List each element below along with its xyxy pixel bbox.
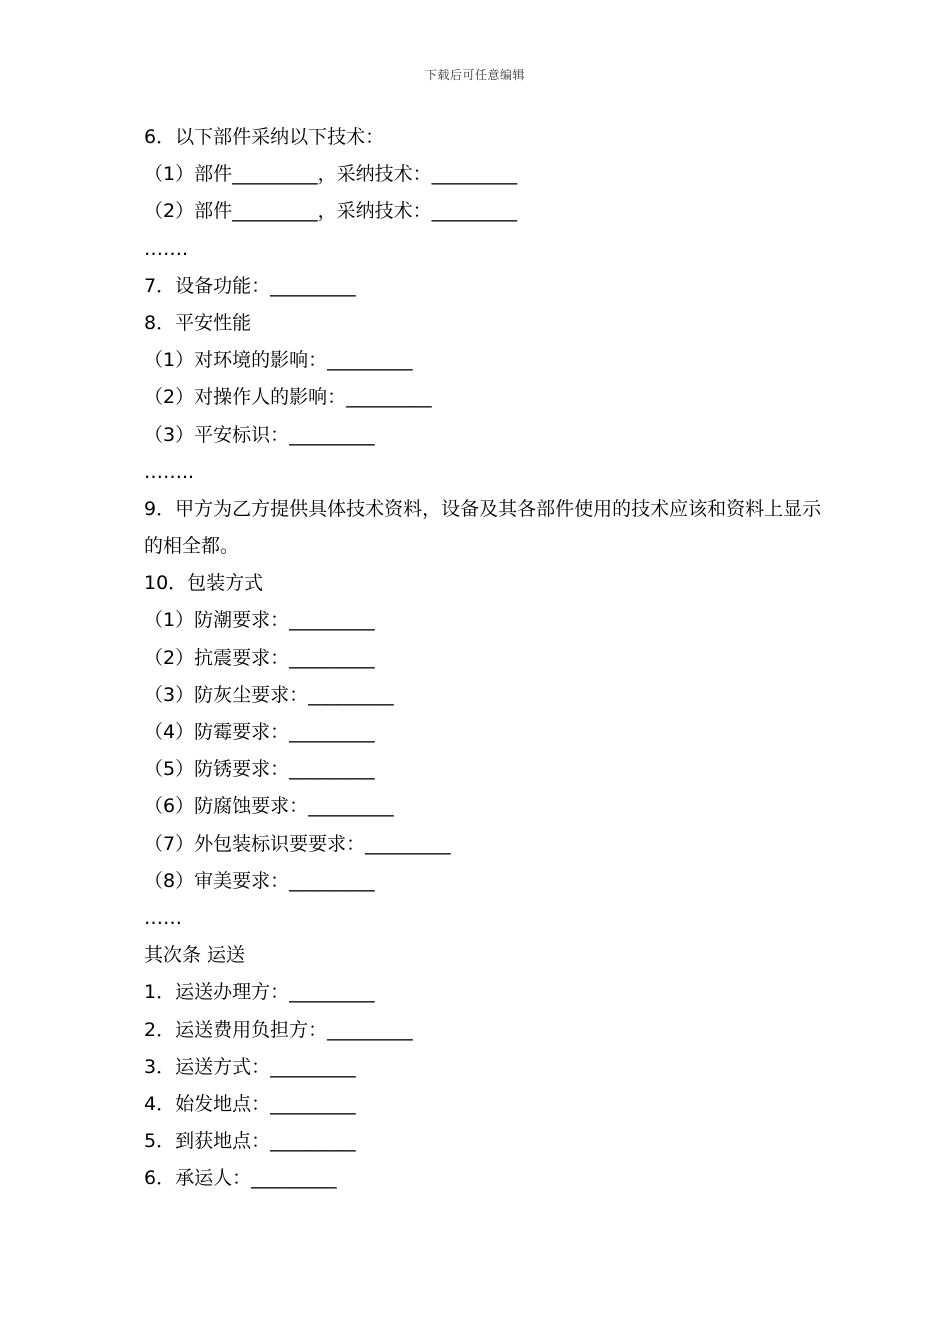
moisture-requirement-field: （1）防潮要求：_________ <box>144 609 375 632</box>
aesthetic-requirement-field: （8）审美要求：_________ <box>144 869 375 892</box>
mold-requirement-field: （4）防霉要求：_________ <box>144 721 375 744</box>
arrival-location-field: 5．到获地点：_________ <box>144 1130 356 1153</box>
shock-requirement-field: （2）抗震要求：_________ <box>144 646 375 669</box>
page-header-note: 下载后可任意编辑 <box>424 68 525 82</box>
transport-method-field: 3．运送方式：_________ <box>144 1055 356 1078</box>
carrier-field: 6．承运人：_________ <box>144 1167 337 1190</box>
ellipsis-2: …….. <box>144 460 195 483</box>
section-8-heading: 8．平安性能 <box>144 311 252 334</box>
component-1-field: （1）部件_________，采纳技术：_________ <box>144 163 518 186</box>
ellipsis-3: …… <box>144 906 182 929</box>
dust-requirement-field: （3）防灰尘要求：_________ <box>144 683 394 706</box>
document-body <box>144 119 824 1197</box>
section-6-heading: 6．以下部件采纳以下技术： <box>144 126 385 148</box>
departure-location-field: 4．始发地点：_________ <box>144 1092 356 1115</box>
article-transport-heading: 其次条 运送 <box>144 944 246 967</box>
component-2-field: （2）部件_________，采纳技术：_________ <box>144 200 518 223</box>
transport-cost-bearer-field: 2．运送费用负担方：_________ <box>144 1018 413 1041</box>
ellipsis-1: ……. <box>144 237 189 260</box>
section-10-heading: 10．包装方式 <box>144 572 264 595</box>
rust-requirement-field: （5）防锈要求：_________ <box>144 758 375 781</box>
environment-impact-field: （1）对环境的影响：_________ <box>144 349 413 372</box>
corrosion-requirement-field: （6）防腐蚀要求：_________ <box>144 795 394 818</box>
outer-label-requirement-field: （7）外包装标识要要求：_________ <box>144 832 451 855</box>
section-9-paragraph: 9．甲方为乙方提供具体技术资料，设备及其各部件使用的技术应该和资料上显示的相全都。 <box>144 497 822 558</box>
transport-handler-field: 1．运送办理方：_________ <box>144 981 375 1004</box>
safety-label-field: （3）平安标识：_________ <box>144 423 375 446</box>
operator-impact-field: （2）对操作人的影响：_________ <box>144 386 432 409</box>
device-function-field: 7．设备功能：_________ <box>144 274 356 297</box>
